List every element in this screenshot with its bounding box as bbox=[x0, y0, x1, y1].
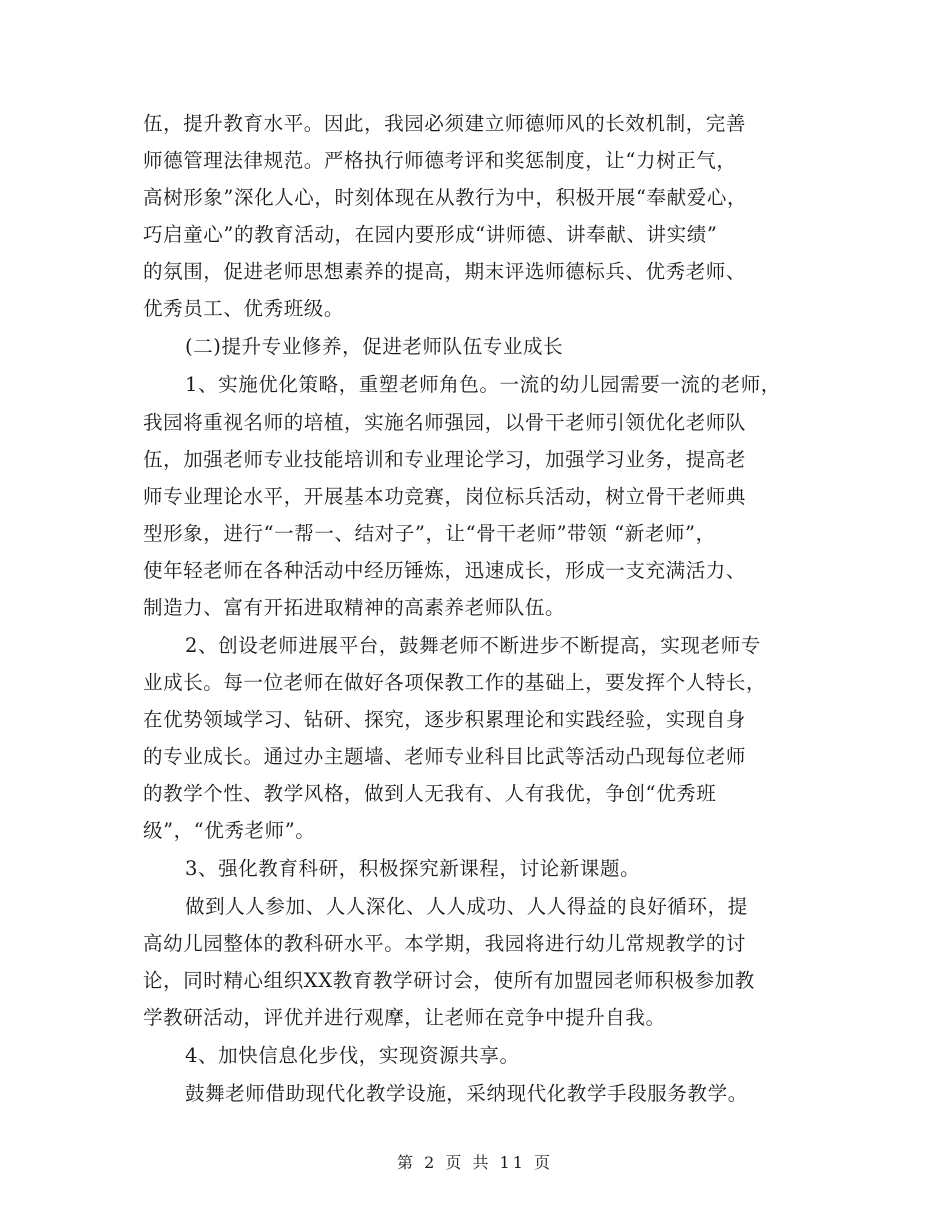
paragraph-line: 的教学个性、教学风格，做到人无我有、人有我优，争创“优秀班 bbox=[143, 782, 717, 805]
paragraph-line: 鼓舞老师借助现代化教学设施，采纳现代化教学手段服务教学。 bbox=[185, 1082, 748, 1105]
paragraph-line: 3、强化教育科研，积极探究新课程，讨论新课题。 bbox=[185, 857, 641, 880]
paragraph-line: 我园将重视名师的培植，实施名师强园，以骨干老师引领优化老师队 bbox=[143, 411, 747, 434]
paragraph-line: 4、加快信息化步伐，实现资源共享。 bbox=[185, 1044, 520, 1067]
paragraph-line: 的专业成长。通过办主题墙、老师专业科目比武等活动凸现每位老师 bbox=[143, 745, 747, 768]
paragraph-line: 师专业理论水平，开展基本功竞赛，岗位标兵活动，树立骨干老师典 bbox=[143, 485, 747, 508]
paragraph-line: 伍，加强老师专业技能培训和专业理论学习，加强学习业务，提高老 bbox=[143, 448, 747, 471]
paragraph-line: 师德管理法律规范。严格执行师德考评和奖惩制度，让“力树正气， bbox=[143, 149, 737, 172]
paragraph-line: 级”，“优秀老师”。 bbox=[143, 819, 316, 842]
paragraph-line: 1、实施优化策略，重塑老师角色。一流的幼儿园需要一流的老师， bbox=[185, 373, 781, 396]
paragraph-line: 伍，提升教育水平。因此，我园必须建立师德师风的长效机制，完善 bbox=[143, 112, 747, 135]
paragraph-line: 业成长。每一位老师在做好各项保教工作的基础上，要发挥个人特长， bbox=[143, 671, 767, 694]
paragraph-line: 学教研活动，评优并进行观摩，让老师在竞争中提升自我。 bbox=[143, 1006, 666, 1029]
paragraph-line: 论，同时精心组织XX教育教学研讨会，使所有加盟园老师积极参加教 bbox=[143, 969, 755, 992]
section-heading: (二)提升专业修养，促进老师队伍专业成长 bbox=[185, 335, 564, 358]
paragraph-line: 高幼儿园整体的教科研水平。本学期，我园将进行幼儿常规教学的讨 bbox=[143, 932, 747, 955]
paragraph-line: 的氛围，促进老师思想素养的提高，期末评选师德标兵、优秀老师、 bbox=[143, 260, 747, 283]
paragraph-line: 使年轻老师在各种活动中经历锤炼，迅速成长，形成一支充满活力、 bbox=[143, 559, 747, 582]
paragraph-line: 在优势领域学习、钻研、探究，逐步积累理论和实践经验，实现自身 bbox=[143, 708, 747, 731]
page-number-footer: 第 2 页 共 11 页 bbox=[397, 1153, 553, 1172]
paragraph-line: 做到人人参加、人人深化、人人成功、人人得益的良好循环，提 bbox=[185, 895, 748, 918]
paragraph-line: 优秀员工、优秀班级。 bbox=[143, 297, 345, 320]
paragraph-line: 制造力、富有开拓进取精神的高素养老师队伍。 bbox=[143, 596, 566, 619]
paragraph-line: 高树形象”深化人心，时刻体现在从教行为中，积极开展“奉献爱心， bbox=[143, 186, 748, 209]
paragraph-line: 巧启童心”的教育活动，在园内要形成“讲师德、讲奉献、讲实绩” bbox=[143, 223, 718, 246]
paragraph-line: 型形象，进行“一帮一、结对子”，让“骨干老师”带领 “新老师”， bbox=[143, 522, 716, 545]
paragraph-line: 2、创设老师进展平台，鼓舞老师不断进步不断提高，实现老师专 bbox=[185, 634, 761, 657]
